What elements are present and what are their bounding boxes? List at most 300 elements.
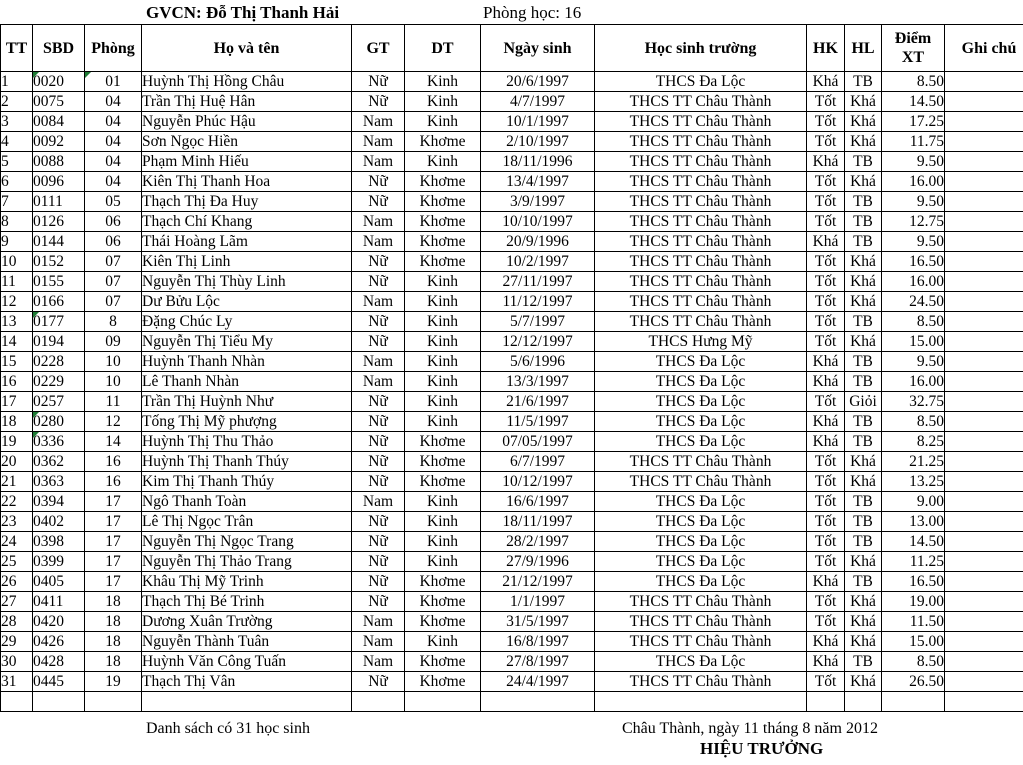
cell-room-number[interactable]: 18 [85,632,142,652]
cell-conduct[interactable]: Tốt [807,132,845,152]
cell-academic[interactable]: Khá [845,472,882,492]
cell-score[interactable]: 14.50 [882,92,945,112]
cell-row-number[interactable]: 18 [1,412,33,432]
cell-exam-id[interactable]: 0092 [33,132,85,152]
cell-notes[interactable] [945,92,1023,112]
cell-notes[interactable] [945,492,1023,512]
table-cell[interactable] [352,692,405,712]
cell-ethnicity[interactable]: Khơme [405,592,481,612]
cell-row-number[interactable]: 20 [1,452,33,472]
cell-academic[interactable]: TB [845,492,882,512]
cell-room-number[interactable]: 10 [85,352,142,372]
cell-school[interactable]: THCS Đa Lộc [595,392,807,412]
cell-score[interactable]: 8.50 [882,412,945,432]
cell-conduct[interactable]: Khá [807,572,845,592]
cell-room-number[interactable]: 17 [85,492,142,512]
cell-birthdate[interactable]: 21/12/1997 [481,572,595,592]
cell-exam-id[interactable]: 0194 [33,332,85,352]
cell-birthdate[interactable]: 27/11/1997 [481,272,595,292]
cell-exam-id[interactable]: 0144 [33,232,85,252]
cell-school[interactable]: THCS Đa Lộc [595,492,807,512]
col-header-school[interactable]: Học sinh trường [595,25,807,72]
cell-academic[interactable]: Khá [845,272,882,292]
cell-room-number[interactable]: 17 [85,512,142,532]
cell-conduct[interactable]: Khá [807,632,845,652]
cell-birthdate[interactable]: 18/11/1997 [481,512,595,532]
cell-ethnicity[interactable]: Kinh [405,92,481,112]
cell-room-number[interactable]: 04 [85,132,142,152]
cell-room-number[interactable]: 17 [85,572,142,592]
cell-row-number[interactable]: 12 [1,292,33,312]
cell-score[interactable]: 15.00 [882,332,945,352]
col-header-gender[interactable]: GT [352,25,405,72]
col-header-birthdate[interactable]: Ngày sinh [481,25,595,72]
table-cell[interactable] [807,692,845,712]
cell-gender[interactable]: Nam [352,632,405,652]
cell-room-number[interactable]: 04 [85,152,142,172]
cell-room-number[interactable]: 04 [85,112,142,132]
cell-notes[interactable] [945,192,1023,212]
cell-row-number[interactable]: 14 [1,332,33,352]
table-cell[interactable] [481,692,595,712]
cell-student-name[interactable]: Nguyễn Thị Tiểu My [142,332,352,352]
cell-birthdate[interactable]: 6/7/1997 [481,452,595,472]
cell-birthdate[interactable]: 5/7/1997 [481,312,595,332]
cell-student-name[interactable]: Tống Thị Mỹ phượng [142,412,352,432]
cell-notes[interactable] [945,412,1023,432]
cell-school[interactable]: THCS TT Châu Thành [595,212,807,232]
cell-notes[interactable] [945,272,1023,292]
cell-ethnicity[interactable]: Khơme [405,472,481,492]
cell-row-number[interactable]: 22 [1,492,33,512]
cell-conduct[interactable]: Tốt [807,312,845,332]
cell-school[interactable]: THCS TT Châu Thành [595,292,807,312]
cell-exam-id[interactable]: 0096 [33,172,85,192]
cell-notes[interactable] [945,172,1023,192]
cell-conduct[interactable]: Tốt [807,472,845,492]
cell-student-name[interactable]: Sơn Ngọc Hiền [142,132,352,152]
cell-row-number[interactable]: 25 [1,552,33,572]
cell-notes[interactable] [945,332,1023,352]
cell-score[interactable]: 13.25 [882,472,945,492]
cell-birthdate[interactable]: 11/12/1997 [481,292,595,312]
cell-student-name[interactable]: Trần Thị Huỳnh Như [142,392,352,412]
cell-gender[interactable]: Nữ [352,532,405,552]
cell-academic[interactable]: Khá [845,592,882,612]
cell-conduct[interactable]: Tốt [807,492,845,512]
cell-student-name[interactable]: Thạch Chí Khang [142,212,352,232]
cell-exam-id[interactable]: 0426 [33,632,85,652]
cell-school[interactable]: THCS TT Châu Thành [595,612,807,632]
cell-room-number[interactable]: 16 [85,452,142,472]
cell-student-name[interactable]: Nguyễn Thị Thùy Linh [142,272,352,292]
cell-exam-id[interactable]: 0363 [33,472,85,492]
cell-score[interactable]: 14.50 [882,532,945,552]
cell-student-name[interactable]: Nguyễn Phúc Hậu [142,112,352,132]
cell-score[interactable]: 9.50 [882,232,945,252]
table-cell[interactable] [142,692,352,712]
cell-ethnicity[interactable]: Khơme [405,252,481,272]
cell-student-name[interactable]: Dương Xuân Trường [142,612,352,632]
cell-gender[interactable]: Nam [352,132,405,152]
cell-notes[interactable] [945,132,1023,152]
cell-academic[interactable]: Khá [845,612,882,632]
cell-row-number[interactable]: 27 [1,592,33,612]
cell-academic[interactable]: Khá [845,172,882,192]
cell-academic[interactable]: TB [845,652,882,672]
cell-academic[interactable]: Khá [845,252,882,272]
cell-notes[interactable] [945,112,1023,132]
cell-birthdate[interactable]: 4/7/1997 [481,92,595,112]
cell-school[interactable]: THCS TT Châu Thành [595,452,807,472]
cell-notes[interactable] [945,372,1023,392]
cell-student-name[interactable]: Thạch Thị Đa Huy [142,192,352,212]
cell-ethnicity[interactable]: Kinh [405,292,481,312]
cell-score[interactable]: 15.00 [882,632,945,652]
cell-ethnicity[interactable]: Kinh [405,632,481,652]
cell-school[interactable]: THCS Đa Lộc [595,652,807,672]
cell-conduct[interactable]: Tốt [807,212,845,232]
cell-exam-id[interactable]: 0084 [33,112,85,132]
cell-academic[interactable]: Giỏi [845,392,882,412]
cell-ethnicity[interactable]: Kinh [405,492,481,512]
cell-room-number[interactable]: 05 [85,192,142,212]
cell-school[interactable]: THCS Đa Lộc [595,72,807,92]
cell-ethnicity[interactable]: Khơme [405,572,481,592]
cell-score[interactable]: 9.50 [882,192,945,212]
cell-birthdate[interactable]: 13/3/1997 [481,372,595,392]
cell-birthdate[interactable]: 20/9/1996 [481,232,595,252]
cell-notes[interactable] [945,572,1023,592]
table-cell[interactable] [33,692,85,712]
table-cell[interactable] [1,692,33,712]
cell-score[interactable]: 16.50 [882,252,945,272]
cell-student-name[interactable]: Nguyễn Thị Ngọc Trang [142,532,352,552]
cell-row-number[interactable]: 16 [1,372,33,392]
cell-score[interactable]: 16.00 [882,172,945,192]
cell-student-name[interactable]: Ngô Thanh Toàn [142,492,352,512]
cell-row-number[interactable]: 29 [1,632,33,652]
cell-conduct[interactable]: Tốt [807,112,845,132]
cell-gender[interactable]: Nam [352,112,405,132]
cell-exam-id[interactable]: 0257 [33,392,85,412]
cell-room-number[interactable]: 17 [85,532,142,552]
cell-row-number[interactable]: 9 [1,232,33,252]
cell-birthdate[interactable]: 12/12/1997 [481,332,595,352]
cell-school[interactable]: THCS Đa Lộc [595,372,807,392]
cell-room-number[interactable]: 17 [85,552,142,572]
cell-notes[interactable] [945,672,1023,692]
cell-ethnicity[interactable]: Khơme [405,212,481,232]
cell-gender[interactable]: Nữ [352,572,405,592]
cell-score[interactable]: 24.50 [882,292,945,312]
cell-student-name[interactable]: Thạch Thị Vân [142,672,352,692]
table-cell[interactable] [945,692,1023,712]
cell-ethnicity[interactable]: Kinh [405,272,481,292]
cell-gender[interactable]: Nữ [352,552,405,572]
cell-school[interactable]: THCS TT Châu Thành [595,232,807,252]
cell-academic[interactable]: TB [845,412,882,432]
cell-notes[interactable] [945,352,1023,372]
col-header-score[interactable]: Điểm XT [882,25,945,72]
cell-exam-id[interactable]: 0152 [33,252,85,272]
cell-birthdate[interactable]: 1/1/1997 [481,592,595,612]
cell-school[interactable]: THCS TT Châu Thành [595,272,807,292]
cell-birthdate[interactable]: 11/5/1997 [481,412,595,432]
cell-score[interactable]: 9.50 [882,352,945,372]
cell-notes[interactable] [945,312,1023,332]
cell-score[interactable]: 11.50 [882,612,945,632]
cell-student-name[interactable]: Phạm Minh Hiếu [142,152,352,172]
cell-exam-id[interactable]: 0399 [33,552,85,572]
cell-score[interactable]: 13.00 [882,512,945,532]
cell-gender[interactable]: Nam [352,492,405,512]
cell-gender[interactable]: Nam [352,612,405,632]
cell-academic[interactable]: TB [845,572,882,592]
cell-conduct[interactable]: Tốt [807,332,845,352]
cell-room-number[interactable]: 12 [85,412,142,432]
cell-school[interactable]: THCS Đa Lộc [595,552,807,572]
cell-exam-id[interactable]: 0280 [33,412,85,432]
cell-academic[interactable]: TB [845,232,882,252]
cell-student-name[interactable]: Nguyễn Thị Thảo Trang [142,552,352,572]
cell-notes[interactable] [945,652,1023,672]
cell-score[interactable]: 9.50 [882,152,945,172]
cell-row-number[interactable]: 24 [1,532,33,552]
cell-school[interactable]: THCS TT Châu Thành [595,192,807,212]
cell-conduct[interactable]: Khá [807,352,845,372]
cell-academic[interactable]: TB [845,212,882,232]
cell-row-number[interactable]: 19 [1,432,33,452]
cell-student-name[interactable]: Thái Hoàng Lãm [142,232,352,252]
cell-academic[interactable]: Khá [845,132,882,152]
col-header-sbd[interactable]: SBD [33,25,85,72]
cell-academic[interactable]: Khá [845,332,882,352]
cell-row-number[interactable]: 7 [1,192,33,212]
cell-gender[interactable]: Nam [352,352,405,372]
cell-gender[interactable]: Nữ [352,432,405,452]
cell-exam-id[interactable]: 0075 [33,92,85,112]
cell-room-number[interactable]: 10 [85,372,142,392]
cell-ethnicity[interactable]: Kinh [405,352,481,372]
cell-exam-id[interactable]: 0428 [33,652,85,672]
cell-gender[interactable]: Nam [352,292,405,312]
col-header-conduct[interactable]: HK [807,25,845,72]
col-header-notes[interactable]: Ghi chú [945,25,1023,72]
cell-ethnicity[interactable]: Khơme [405,132,481,152]
cell-student-name[interactable]: Nguyễn Thành Tuân [142,632,352,652]
cell-birthdate[interactable]: 10/2/1997 [481,252,595,272]
cell-room-number[interactable]: 07 [85,252,142,272]
cell-academic[interactable]: TB [845,512,882,532]
cell-school[interactable]: THCS TT Châu Thành [595,152,807,172]
cell-student-name[interactable]: Huỳnh Thị Thanh Thúy [142,452,352,472]
cell-academic[interactable]: TB [845,432,882,452]
cell-score[interactable]: 8.50 [882,652,945,672]
cell-notes[interactable] [945,72,1023,92]
cell-academic[interactable]: TB [845,152,882,172]
cell-gender[interactable]: Nữ [352,192,405,212]
cell-row-number[interactable]: 23 [1,512,33,532]
cell-exam-id[interactable]: 0398 [33,532,85,552]
cell-student-name[interactable]: Kiên Thị Linh [142,252,352,272]
cell-birthdate[interactable]: 16/6/1997 [481,492,595,512]
cell-birthdate[interactable]: 5/6/1996 [481,352,595,372]
cell-row-number[interactable]: 26 [1,572,33,592]
cell-school[interactable]: THCS TT Châu Thành [595,472,807,492]
cell-notes[interactable] [945,152,1023,172]
cell-score[interactable]: 16.50 [882,572,945,592]
cell-room-number[interactable]: 04 [85,172,142,192]
cell-score[interactable]: 16.00 [882,372,945,392]
cell-score[interactable]: 21.25 [882,452,945,472]
cell-school[interactable]: THCS Hưng Mỹ [595,332,807,352]
cell-notes[interactable] [945,432,1023,452]
cell-exam-id[interactable]: 0445 [33,672,85,692]
col-header-tt[interactable]: TT [1,25,33,72]
cell-birthdate[interactable]: 10/1/1997 [481,112,595,132]
cell-school[interactable]: THCS TT Châu Thành [595,172,807,192]
cell-birthdate[interactable]: 10/10/1997 [481,212,595,232]
cell-exam-id[interactable]: 0126 [33,212,85,232]
cell-exam-id[interactable]: 0394 [33,492,85,512]
cell-academic[interactable]: TB [845,352,882,372]
cell-conduct[interactable]: Tốt [807,452,845,472]
cell-academic[interactable]: TB [845,372,882,392]
cell-notes[interactable] [945,612,1023,632]
cell-birthdate[interactable]: 10/12/1997 [481,472,595,492]
cell-conduct[interactable]: Tốt [807,392,845,412]
cell-room-number[interactable]: 11 [85,392,142,412]
cell-score[interactable]: 11.25 [882,552,945,572]
cell-student-name[interactable]: Thạch Thị Bé Trinh [142,592,352,612]
cell-score[interactable]: 8.50 [882,312,945,332]
cell-exam-id[interactable]: 0336 [33,432,85,452]
cell-school[interactable]: THCS Đa Lộc [595,412,807,432]
cell-score[interactable]: 19.00 [882,592,945,612]
cell-gender[interactable]: Nữ [352,592,405,612]
cell-row-number[interactable]: 17 [1,392,33,412]
cell-student-name[interactable]: Kim Thị Thanh Thúy [142,472,352,492]
cell-conduct[interactable]: Tốt [807,552,845,572]
cell-student-name[interactable]: Trần Thị Huệ Hân [142,92,352,112]
cell-exam-id[interactable]: 0402 [33,512,85,532]
cell-score[interactable]: 26.50 [882,672,945,692]
cell-notes[interactable] [945,452,1023,472]
cell-gender[interactable]: Nữ [352,672,405,692]
cell-conduct[interactable]: Khá [807,152,845,172]
cell-school[interactable]: THCS Đa Lộc [595,432,807,452]
cell-gender[interactable]: Nam [352,152,405,172]
cell-exam-id[interactable]: 0420 [33,612,85,632]
cell-gender[interactable]: Nữ [352,412,405,432]
cell-conduct[interactable]: Khá [807,412,845,432]
cell-birthdate[interactable]: 07/05/1997 [481,432,595,452]
cell-notes[interactable] [945,232,1023,252]
cell-conduct[interactable]: Tốt [807,512,845,532]
cell-student-name[interactable]: Dư Bửu Lộc [142,292,352,312]
cell-notes[interactable] [945,632,1023,652]
cell-row-number[interactable]: 15 [1,352,33,372]
cell-score[interactable]: 9.00 [882,492,945,512]
cell-room-number[interactable]: 8 [85,312,142,332]
cell-room-number[interactable]: 01 [85,72,142,92]
cell-gender[interactable]: Nam [352,372,405,392]
cell-school[interactable]: THCS TT Châu Thành [595,112,807,132]
cell-gender[interactable]: Nữ [352,312,405,332]
cell-room-number[interactable]: 06 [85,232,142,252]
cell-birthdate[interactable]: 21/6/1997 [481,392,595,412]
cell-room-number[interactable]: 14 [85,432,142,452]
cell-row-number[interactable]: 28 [1,612,33,632]
table-cell[interactable] [85,692,142,712]
cell-score[interactable]: 12.75 [882,212,945,232]
cell-birthdate[interactable]: 2/10/1997 [481,132,595,152]
cell-birthdate[interactable]: 20/6/1997 [481,72,595,92]
col-header-ethnicity[interactable]: DT [405,25,481,72]
col-header-room[interactable]: Phòng [85,25,142,72]
cell-conduct[interactable]: Khá [807,72,845,92]
cell-exam-id[interactable]: 0155 [33,272,85,292]
cell-row-number[interactable]: 4 [1,132,33,152]
cell-notes[interactable] [945,512,1023,532]
cell-school[interactable]: THCS TT Châu Thành [595,632,807,652]
cell-conduct[interactable]: Tốt [807,532,845,552]
cell-gender[interactable]: Nữ [352,452,405,472]
cell-exam-id[interactable]: 0020 [33,72,85,92]
cell-gender[interactable]: Nữ [352,72,405,92]
cell-conduct[interactable]: Tốt [807,672,845,692]
cell-room-number[interactable]: 04 [85,92,142,112]
cell-academic[interactable]: TB [845,192,882,212]
cell-ethnicity[interactable]: Kinh [405,312,481,332]
cell-room-number[interactable]: 06 [85,212,142,232]
cell-conduct[interactable]: Khá [807,432,845,452]
cell-academic[interactable]: Khá [845,552,882,572]
cell-conduct[interactable]: Tốt [807,92,845,112]
cell-ethnicity[interactable]: Kinh [405,512,481,532]
cell-academic[interactable]: TB [845,532,882,552]
cell-academic[interactable]: Khá [845,672,882,692]
cell-exam-id[interactable]: 0088 [33,152,85,172]
cell-ethnicity[interactable]: Khơme [405,672,481,692]
cell-gender[interactable]: Nữ [352,252,405,272]
cell-birthdate[interactable]: 18/11/1996 [481,152,595,172]
cell-notes[interactable] [945,392,1023,412]
cell-room-number[interactable]: 18 [85,592,142,612]
cell-birthdate[interactable]: 3/9/1997 [481,192,595,212]
cell-row-number[interactable]: 6 [1,172,33,192]
cell-ethnicity[interactable]: Kinh [405,532,481,552]
cell-score[interactable]: 8.25 [882,432,945,452]
cell-birthdate[interactable]: 27/9/1996 [481,552,595,572]
cell-birthdate[interactable]: 28/2/1997 [481,532,595,552]
cell-ethnicity[interactable]: Kinh [405,392,481,412]
cell-room-number[interactable]: 18 [85,612,142,632]
cell-exam-id[interactable]: 0405 [33,572,85,592]
cell-conduct[interactable]: Khá [807,652,845,672]
cell-notes[interactable] [945,212,1023,232]
cell-row-number[interactable]: 13 [1,312,33,332]
cell-ethnicity[interactable]: Kinh [405,112,481,132]
cell-row-number[interactable]: 3 [1,112,33,132]
cell-conduct[interactable]: Khá [807,232,845,252]
cell-notes[interactable] [945,532,1023,552]
cell-school[interactable]: THCS Đa Lộc [595,352,807,372]
cell-score[interactable]: 16.00 [882,272,945,292]
cell-row-number[interactable]: 31 [1,672,33,692]
cell-student-name[interactable]: Đặng Chúc Ly [142,312,352,332]
